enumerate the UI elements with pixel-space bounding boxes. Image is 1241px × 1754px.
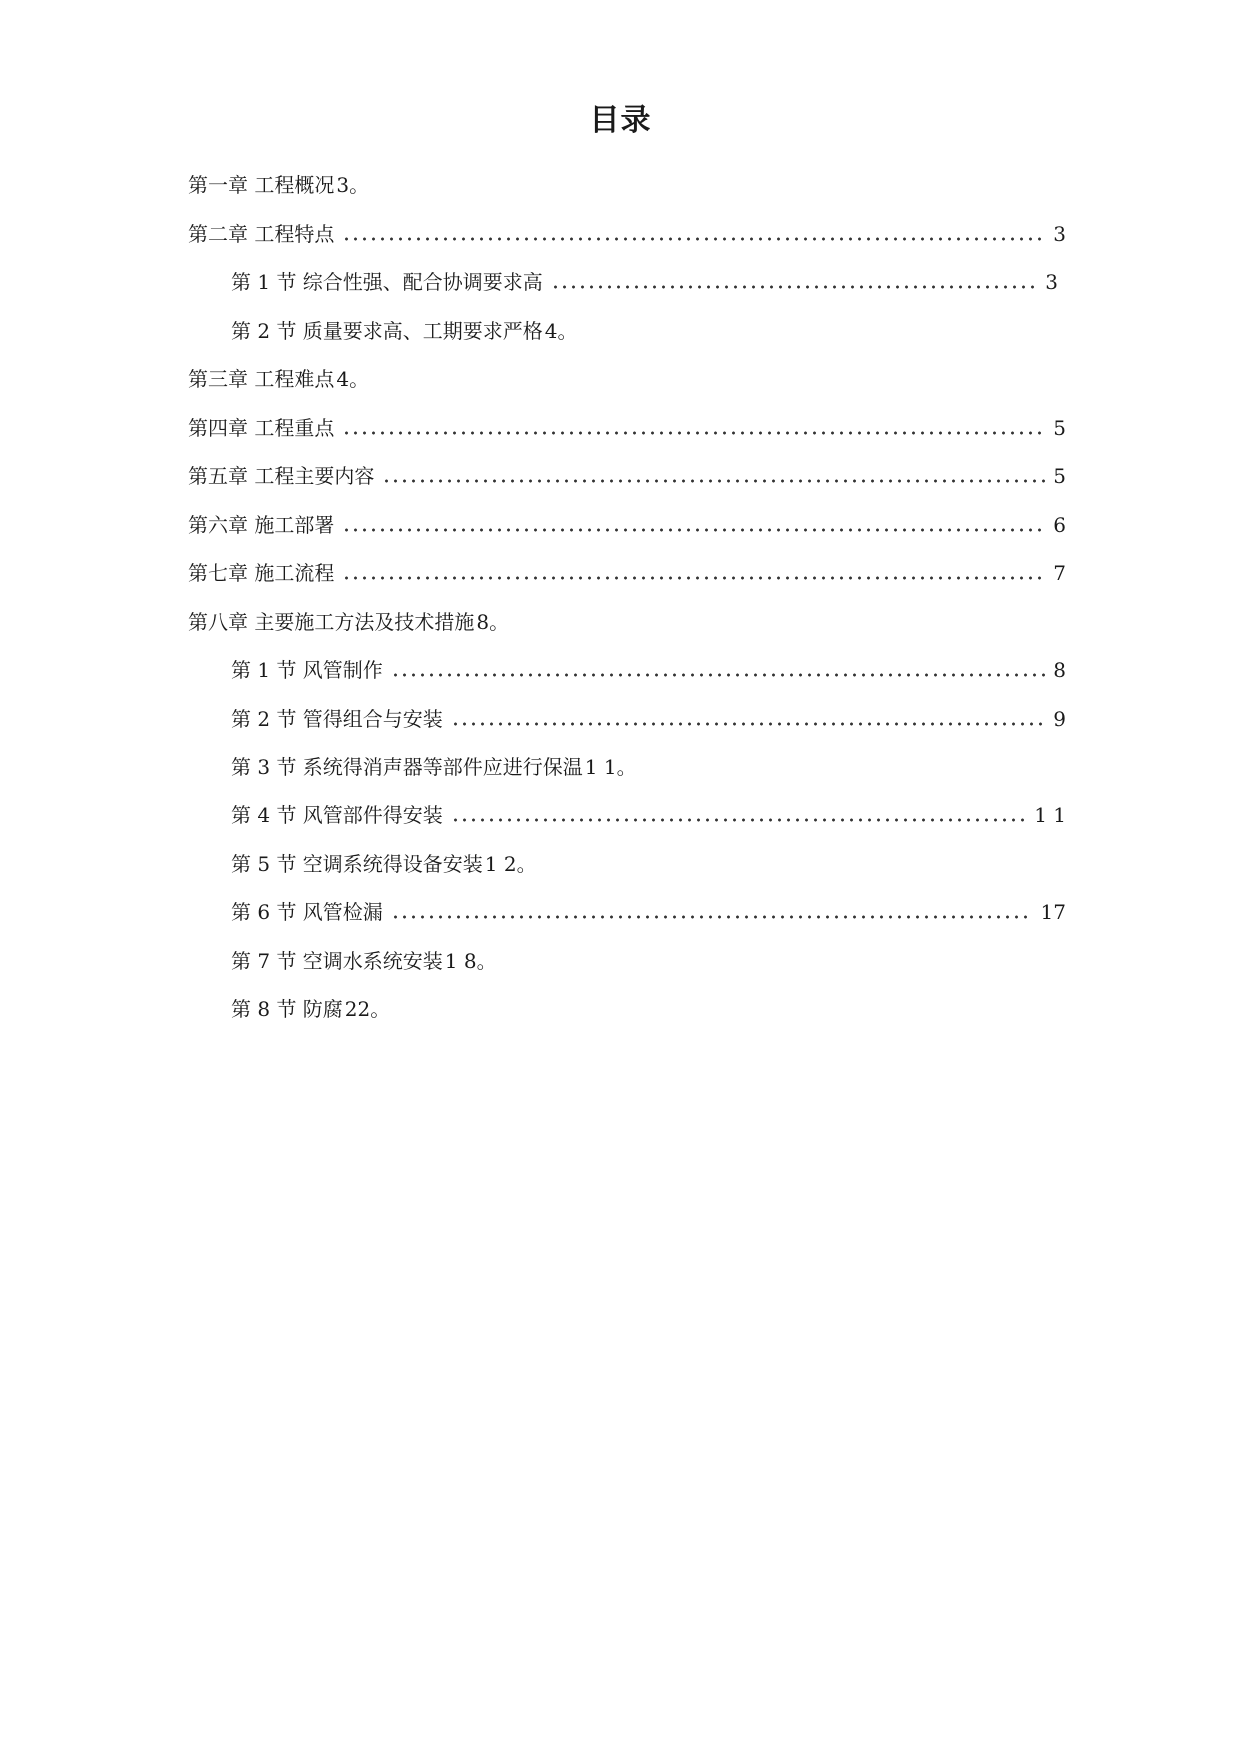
toc-entry-page: 7 xyxy=(1053,561,1066,585)
toc-entry-label: 第 4 节 风管部件得安装 xyxy=(231,803,443,827)
toc-entry-chapter-6[interactable] xyxy=(188,510,1066,540)
toc-entry-page: 6 xyxy=(1053,513,1066,537)
toc-entry-page: 5 xyxy=(1053,464,1066,488)
toc-entry-section-8-5[interactable] xyxy=(231,849,537,879)
toc-entry-section-8-2[interactable] xyxy=(231,704,1066,734)
toc-entry-page: 9 xyxy=(1053,707,1066,731)
toc-entry-section-2-1[interactable] xyxy=(231,267,1058,297)
toc-entry-page: 3 xyxy=(1045,270,1058,294)
toc-entry-section-2-2[interactable] xyxy=(231,316,578,346)
toc-entry-label: 第 8 节 防腐 xyxy=(231,997,343,1021)
toc-entry-page: 4。 xyxy=(336,367,370,391)
toc-entry-section-8-1[interactable] xyxy=(231,655,1066,685)
toc-entry-label: 第三章 工程难点 xyxy=(188,367,335,391)
toc-entry-label: 第四章 工程重点 xyxy=(188,416,335,440)
dot-leader xyxy=(551,284,1037,290)
toc-entry-page: 8 xyxy=(1053,658,1066,682)
toc-entry-label: 第二章 工程特点 xyxy=(188,222,335,246)
dot-leader xyxy=(342,430,1045,436)
toc-entry-label: 第一章 工程概况 xyxy=(188,173,335,197)
toc-entry-page: 8。 xyxy=(476,610,510,634)
toc-entry-chapter-5[interactable] xyxy=(188,461,1066,491)
toc-entry-chapter-2[interactable] xyxy=(188,219,1066,249)
toc-entry-label: 第 3 节 系统得消声器等部件应进行保温 xyxy=(231,755,583,779)
toc-entry-label: 第七章 施工流程 xyxy=(188,561,335,585)
toc-entry-chapter-4[interactable] xyxy=(188,413,1066,443)
toc-entry-chapter-1[interactable] xyxy=(188,170,369,200)
toc-entry-chapter-7[interactable] xyxy=(188,558,1066,588)
dot-leader xyxy=(391,672,1045,678)
dot-leader xyxy=(391,914,1033,920)
page-title: 目录 xyxy=(589,103,652,138)
toc-entry-chapter-8[interactable] xyxy=(188,607,509,637)
toc-entry-page: 1 1 xyxy=(1034,803,1066,827)
dot-leader xyxy=(342,527,1045,533)
toc-entry-label: 第 2 节 管得组合与安装 xyxy=(231,707,443,731)
toc-entry-chapter-3[interactable] xyxy=(188,364,369,394)
toc-entry-label: 第八章 主要施工方法及技术措施 xyxy=(188,610,475,634)
toc-entry-label: 第六章 施工部署 xyxy=(188,513,335,537)
dot-leader xyxy=(342,575,1045,581)
toc-entry-section-8-6[interactable] xyxy=(231,897,1066,927)
toc-entry-label: 第 2 节 质量要求高、工期要求严格 xyxy=(231,319,543,343)
toc-entry-page: 3 xyxy=(1053,222,1066,246)
toc-entry-label: 第五章 工程主要内容 xyxy=(188,464,375,488)
toc-entry-page: 1 1。 xyxy=(584,755,637,779)
toc-entry-page: 4。 xyxy=(544,319,578,343)
toc-entry-section-8-7[interactable] xyxy=(231,946,497,976)
toc-entry-page: 1 2。 xyxy=(484,852,537,876)
toc-entry-page: 1 8。 xyxy=(444,949,497,973)
dot-leader xyxy=(451,817,1026,823)
toc-entry-page: 17 xyxy=(1040,900,1066,924)
toc-entry-page: 5 xyxy=(1053,416,1066,440)
toc-entry-label: 第 5 节 空调系统得设备安装 xyxy=(231,852,483,876)
toc-entry-section-8-8[interactable] xyxy=(231,994,390,1024)
dot-leader xyxy=(451,721,1045,727)
toc-entry-section-8-3[interactable] xyxy=(231,752,637,782)
toc-entry-section-8-4[interactable] xyxy=(231,800,1066,830)
toc-entry-label: 第 1 节 风管制作 xyxy=(231,658,383,682)
toc-entry-page: 22。 xyxy=(344,997,391,1021)
dot-leader xyxy=(342,236,1045,242)
toc-entry-label: 第 6 节 风管检漏 xyxy=(231,900,383,924)
toc-entry-label: 第 7 节 空调水系统安装 xyxy=(231,949,443,973)
dot-leader xyxy=(382,478,1045,484)
toc-entry-page: 3。 xyxy=(336,173,370,197)
toc-entry-label: 第 1 节 综合性强、配合协调要求高 xyxy=(231,270,543,294)
